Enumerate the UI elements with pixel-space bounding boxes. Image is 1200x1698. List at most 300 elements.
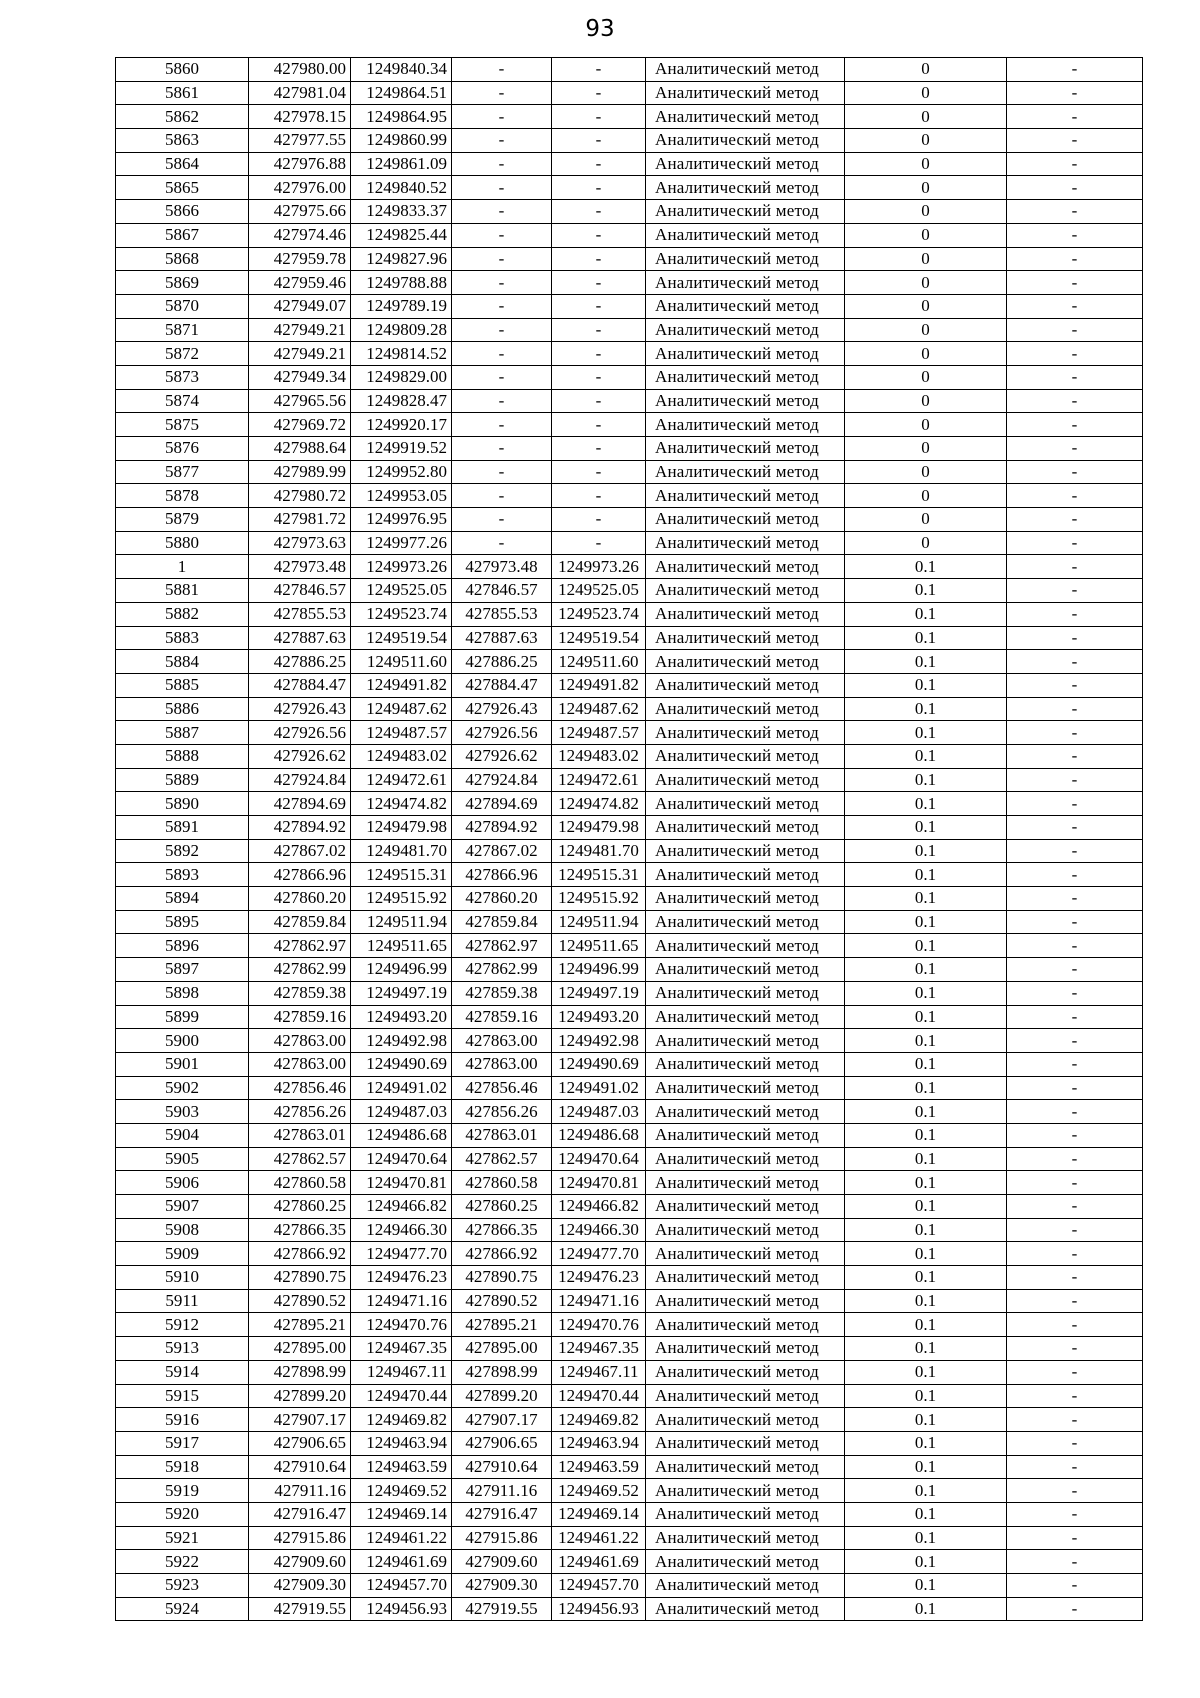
x-prev-cell: - xyxy=(452,342,552,366)
method-cell: Аналитический метод xyxy=(646,744,845,768)
method-cell: Аналитический метод xyxy=(646,721,845,745)
note-cell: - xyxy=(1007,792,1143,816)
note-cell: - xyxy=(1007,1337,1143,1361)
y-coordinate-cell: 1249461.69 xyxy=(351,1550,452,1574)
note-cell: - xyxy=(1007,1266,1143,1290)
table-row xyxy=(116,768,1143,792)
y-prev-cell: 1249497.19 xyxy=(552,981,646,1005)
accuracy-cell: 0.1 xyxy=(845,579,1007,603)
accuracy-cell: 0.1 xyxy=(845,555,1007,579)
x-prev-cell: - xyxy=(452,152,552,176)
method-cell: Аналитический метод xyxy=(646,1550,845,1574)
y-coordinate-cell: 1249953.05 xyxy=(351,484,452,508)
x-coordinate-cell: 427976.00 xyxy=(249,176,351,200)
x-prev-cell: 427909.60 xyxy=(452,1550,552,1574)
accuracy-cell: 0 xyxy=(845,81,1007,105)
point-number-cell: 5873 xyxy=(116,365,249,389)
method-cell: Аналитический метод xyxy=(646,602,845,626)
y-coordinate-cell: 1249463.94 xyxy=(351,1431,452,1455)
x-coordinate-cell: 427976.88 xyxy=(249,152,351,176)
x-coordinate-cell: 427949.21 xyxy=(249,342,351,366)
accuracy-cell: 0.1 xyxy=(845,1550,1007,1574)
x-prev-cell: 427909.30 xyxy=(452,1574,552,1598)
x-prev-cell: 427894.92 xyxy=(452,816,552,840)
accuracy-cell: 0.1 xyxy=(845,792,1007,816)
point-number-cell: 5915 xyxy=(116,1384,249,1408)
point-number-cell: 5919 xyxy=(116,1479,249,1503)
accuracy-cell: 0 xyxy=(845,389,1007,413)
x-coordinate-cell: 427867.02 xyxy=(249,839,351,863)
point-number-cell: 5890 xyxy=(116,792,249,816)
method-cell: Аналитический метод xyxy=(646,1005,845,1029)
note-cell: - xyxy=(1007,413,1143,437)
note-cell: - xyxy=(1007,650,1143,674)
y-coordinate-cell: 1249515.31 xyxy=(351,863,452,887)
y-coordinate-cell: 1249470.44 xyxy=(351,1384,452,1408)
point-number-cell: 5909 xyxy=(116,1242,249,1266)
note-cell: - xyxy=(1007,768,1143,792)
x-coordinate-cell: 427919.55 xyxy=(249,1597,351,1621)
table-row xyxy=(116,1455,1143,1479)
method-cell: Аналитический метод xyxy=(646,1455,845,1479)
note-cell: - xyxy=(1007,839,1143,863)
table-row xyxy=(116,318,1143,342)
note-cell: - xyxy=(1007,602,1143,626)
x-prev-cell: 427884.47 xyxy=(452,673,552,697)
x-prev-cell: - xyxy=(452,247,552,271)
note-cell: - xyxy=(1007,934,1143,958)
method-cell: Аналитический метод xyxy=(646,318,845,342)
point-number-cell: 5924 xyxy=(116,1597,249,1621)
y-prev-cell: - xyxy=(552,342,646,366)
x-prev-cell: 427866.92 xyxy=(452,1242,552,1266)
note-cell: - xyxy=(1007,863,1143,887)
table-row xyxy=(116,508,1143,532)
x-prev-cell: 427895.00 xyxy=(452,1337,552,1361)
note-cell: - xyxy=(1007,1597,1143,1621)
y-coordinate-cell: 1249511.65 xyxy=(351,934,452,958)
point-number-cell: 5897 xyxy=(116,958,249,982)
x-coordinate-cell: 427884.47 xyxy=(249,673,351,697)
y-coordinate-cell: 1249973.26 xyxy=(351,555,452,579)
point-number-cell: 5917 xyxy=(116,1431,249,1455)
table-row xyxy=(116,1431,1143,1455)
x-prev-cell: 427859.38 xyxy=(452,981,552,1005)
point-number-cell: 5881 xyxy=(116,579,249,603)
point-number-cell: 5914 xyxy=(116,1360,249,1384)
table-row xyxy=(116,555,1143,579)
x-prev-cell: 427855.53 xyxy=(452,602,552,626)
note-cell: - xyxy=(1007,958,1143,982)
method-cell: Аналитический метод xyxy=(646,1171,845,1195)
y-coordinate-cell: 1249840.52 xyxy=(351,176,452,200)
method-cell: Аналитический метод xyxy=(646,531,845,555)
method-cell: Аналитический метод xyxy=(646,413,845,437)
point-number-cell: 1 xyxy=(116,555,249,579)
point-number-cell: 5889 xyxy=(116,768,249,792)
method-cell: Аналитический метод xyxy=(646,579,845,603)
x-coordinate-cell: 427866.35 xyxy=(249,1218,351,1242)
accuracy-cell: 0 xyxy=(845,484,1007,508)
table-row xyxy=(116,1479,1143,1503)
point-number-cell: 5888 xyxy=(116,744,249,768)
table-row xyxy=(116,1597,1143,1621)
point-number-cell: 5884 xyxy=(116,650,249,674)
point-number-cell: 5894 xyxy=(116,887,249,911)
y-coordinate-cell: 1249470.76 xyxy=(351,1313,452,1337)
accuracy-cell: 0.1 xyxy=(845,1360,1007,1384)
accuracy-cell: 0 xyxy=(845,460,1007,484)
point-number-cell: 5907 xyxy=(116,1195,249,1219)
accuracy-cell: 0 xyxy=(845,200,1007,224)
note-cell: - xyxy=(1007,365,1143,389)
table-row xyxy=(116,294,1143,318)
accuracy-cell: 0.1 xyxy=(845,1384,1007,1408)
point-number-cell: 5883 xyxy=(116,626,249,650)
x-coordinate-cell: 427866.96 xyxy=(249,863,351,887)
x-coordinate-cell: 427887.63 xyxy=(249,626,351,650)
accuracy-cell: 0 xyxy=(845,152,1007,176)
x-prev-cell: - xyxy=(452,531,552,555)
table-row xyxy=(116,176,1143,200)
method-cell: Аналитический метод xyxy=(646,1337,845,1361)
table-row xyxy=(116,1076,1143,1100)
point-number-cell: 5916 xyxy=(116,1408,249,1432)
note-cell: - xyxy=(1007,1384,1143,1408)
table-row xyxy=(116,1029,1143,1053)
note-cell: - xyxy=(1007,555,1143,579)
accuracy-cell: 0.1 xyxy=(845,1218,1007,1242)
x-prev-cell: 427919.55 xyxy=(452,1597,552,1621)
table-row xyxy=(116,223,1143,247)
y-coordinate-cell: 1249456.93 xyxy=(351,1597,452,1621)
x-coordinate-cell: 427949.07 xyxy=(249,294,351,318)
table-row xyxy=(116,1123,1143,1147)
y-prev-cell: 1249487.62 xyxy=(552,697,646,721)
point-number-cell: 5862 xyxy=(116,105,249,129)
x-prev-cell: 427911.16 xyxy=(452,1479,552,1503)
x-prev-cell: 427894.69 xyxy=(452,792,552,816)
point-number-cell: 5863 xyxy=(116,129,249,153)
y-prev-cell: 1249472.61 xyxy=(552,768,646,792)
table-row xyxy=(116,531,1143,555)
x-coordinate-cell: 427973.48 xyxy=(249,555,351,579)
note-cell: - xyxy=(1007,105,1143,129)
accuracy-cell: 0.1 xyxy=(845,1195,1007,1219)
y-prev-cell: 1249515.92 xyxy=(552,887,646,911)
method-cell: Аналитический метод xyxy=(646,1052,845,1076)
accuracy-cell: 0 xyxy=(845,105,1007,129)
point-number-cell: 5892 xyxy=(116,839,249,863)
x-prev-cell: 427856.26 xyxy=(452,1100,552,1124)
table-row xyxy=(116,839,1143,863)
x-prev-cell: 427973.48 xyxy=(452,555,552,579)
y-coordinate-cell: 1249977.26 xyxy=(351,531,452,555)
x-prev-cell: - xyxy=(452,200,552,224)
point-number-cell: 5904 xyxy=(116,1123,249,1147)
accuracy-cell: 0 xyxy=(845,247,1007,271)
y-coordinate-cell: 1249952.80 xyxy=(351,460,452,484)
table-row xyxy=(116,1005,1143,1029)
y-prev-cell: - xyxy=(552,365,646,389)
y-prev-cell: 1249463.94 xyxy=(552,1431,646,1455)
y-coordinate-cell: 1249829.00 xyxy=(351,365,452,389)
accuracy-cell: 0.1 xyxy=(845,1526,1007,1550)
accuracy-cell: 0 xyxy=(845,318,1007,342)
note-cell: - xyxy=(1007,223,1143,247)
x-coordinate-cell: 427959.46 xyxy=(249,271,351,295)
accuracy-cell: 0.1 xyxy=(845,768,1007,792)
table-row xyxy=(116,816,1143,840)
table-row xyxy=(116,247,1143,271)
table-row xyxy=(116,887,1143,911)
table-row xyxy=(116,1171,1143,1195)
y-coordinate-cell: 1249789.19 xyxy=(351,294,452,318)
accuracy-cell: 0 xyxy=(845,413,1007,437)
note-cell: - xyxy=(1007,1218,1143,1242)
x-prev-cell: 427860.20 xyxy=(452,887,552,911)
y-coordinate-cell: 1249486.68 xyxy=(351,1123,452,1147)
method-cell: Аналитический метод xyxy=(646,792,845,816)
table-row xyxy=(116,58,1143,82)
table-row xyxy=(116,626,1143,650)
note-cell: - xyxy=(1007,460,1143,484)
accuracy-cell: 0.1 xyxy=(845,1052,1007,1076)
point-number-cell: 5918 xyxy=(116,1455,249,1479)
note-cell: - xyxy=(1007,389,1143,413)
x-prev-cell: 427860.58 xyxy=(452,1171,552,1195)
table-row xyxy=(116,792,1143,816)
y-coordinate-cell: 1249515.92 xyxy=(351,887,452,911)
x-coordinate-cell: 427980.00 xyxy=(249,58,351,82)
x-coordinate-cell: 427911.16 xyxy=(249,1479,351,1503)
x-prev-cell: - xyxy=(452,437,552,461)
y-prev-cell: - xyxy=(552,81,646,105)
note-cell: - xyxy=(1007,294,1143,318)
method-cell: Аналитический метод xyxy=(646,1384,845,1408)
point-number-cell: 5878 xyxy=(116,484,249,508)
accuracy-cell: 0.1 xyxy=(845,602,1007,626)
point-number-cell: 5882 xyxy=(116,602,249,626)
point-number-cell: 5896 xyxy=(116,934,249,958)
accuracy-cell: 0.1 xyxy=(845,744,1007,768)
x-prev-cell: - xyxy=(452,413,552,437)
table-row xyxy=(116,934,1143,958)
table-row xyxy=(116,129,1143,153)
note-cell: - xyxy=(1007,318,1143,342)
y-coordinate-cell: 1249472.61 xyxy=(351,768,452,792)
point-number-cell: 5898 xyxy=(116,981,249,1005)
point-number-cell: 5865 xyxy=(116,176,249,200)
y-coordinate-cell: 1249825.44 xyxy=(351,223,452,247)
table-row xyxy=(116,1408,1143,1432)
point-number-cell: 5872 xyxy=(116,342,249,366)
y-prev-cell: 1249511.60 xyxy=(552,650,646,674)
x-coordinate-cell: 427856.46 xyxy=(249,1076,351,1100)
table-row xyxy=(116,200,1143,224)
point-number-cell: 5905 xyxy=(116,1147,249,1171)
y-coordinate-cell: 1249493.20 xyxy=(351,1005,452,1029)
y-coordinate-cell: 1249466.82 xyxy=(351,1195,452,1219)
y-prev-cell: - xyxy=(552,271,646,295)
method-cell: Аналитический метод xyxy=(646,437,845,461)
y-prev-cell: - xyxy=(552,176,646,200)
accuracy-cell: 0.1 xyxy=(845,1597,1007,1621)
point-number-cell: 5876 xyxy=(116,437,249,461)
y-prev-cell: 1249469.82 xyxy=(552,1408,646,1432)
note-cell: - xyxy=(1007,200,1143,224)
x-coordinate-cell: 427975.66 xyxy=(249,200,351,224)
y-prev-cell: - xyxy=(552,152,646,176)
x-coordinate-cell: 427980.72 xyxy=(249,484,351,508)
x-prev-cell: - xyxy=(452,508,552,532)
x-coordinate-cell: 427926.56 xyxy=(249,721,351,745)
method-cell: Аналитический метод xyxy=(646,1218,845,1242)
accuracy-cell: 0.1 xyxy=(845,1029,1007,1053)
y-coordinate-cell: 1249511.94 xyxy=(351,910,452,934)
method-cell: Аналитический метод xyxy=(646,342,845,366)
accuracy-cell: 0.1 xyxy=(845,816,1007,840)
x-coordinate-cell: 427909.30 xyxy=(249,1574,351,1598)
x-prev-cell: 427910.64 xyxy=(452,1455,552,1479)
method-cell: Аналитический метод xyxy=(646,1242,845,1266)
y-prev-cell: 1249461.69 xyxy=(552,1550,646,1574)
y-prev-cell: - xyxy=(552,437,646,461)
method-cell: Аналитический метод xyxy=(646,768,845,792)
y-prev-cell: 1249496.99 xyxy=(552,958,646,982)
note-cell: - xyxy=(1007,816,1143,840)
point-number-cell: 5885 xyxy=(116,673,249,697)
table-row xyxy=(116,1289,1143,1313)
page-number: 93 xyxy=(585,16,615,42)
x-prev-cell: 427846.57 xyxy=(452,579,552,603)
x-coordinate-cell: 427915.86 xyxy=(249,1526,351,1550)
point-number-cell: 5913 xyxy=(116,1337,249,1361)
y-prev-cell: 1249474.82 xyxy=(552,792,646,816)
point-number-cell: 5910 xyxy=(116,1266,249,1290)
method-cell: Аналитический метод xyxy=(646,389,845,413)
x-prev-cell: 427898.99 xyxy=(452,1360,552,1384)
note-cell: - xyxy=(1007,1100,1143,1124)
y-prev-cell: 1249477.70 xyxy=(552,1242,646,1266)
accuracy-cell: 0.1 xyxy=(845,1266,1007,1290)
x-prev-cell: - xyxy=(452,271,552,295)
x-coordinate-cell: 427860.20 xyxy=(249,887,351,911)
x-coordinate-cell: 427860.25 xyxy=(249,1195,351,1219)
y-prev-cell: - xyxy=(552,294,646,318)
y-prev-cell: 1249456.93 xyxy=(552,1597,646,1621)
x-coordinate-cell: 427895.00 xyxy=(249,1337,351,1361)
method-cell: Аналитический метод xyxy=(646,200,845,224)
x-prev-cell: 427866.35 xyxy=(452,1218,552,1242)
table-row xyxy=(116,1313,1143,1337)
method-cell: Аналитический метод xyxy=(646,555,845,579)
x-coordinate-cell: 427856.26 xyxy=(249,1100,351,1124)
table-row xyxy=(116,342,1143,366)
note-cell: - xyxy=(1007,81,1143,105)
method-cell: Аналитический метод xyxy=(646,223,845,247)
x-coordinate-cell: 427978.15 xyxy=(249,105,351,129)
method-cell: Аналитический метод xyxy=(646,484,845,508)
table-row xyxy=(116,1526,1143,1550)
table-row xyxy=(116,437,1143,461)
x-coordinate-cell: 427855.53 xyxy=(249,602,351,626)
x-coordinate-cell: 427862.99 xyxy=(249,958,351,982)
y-prev-cell: 1249463.59 xyxy=(552,1455,646,1479)
y-coordinate-cell: 1249828.47 xyxy=(351,389,452,413)
method-cell: Аналитический метод xyxy=(646,1123,845,1147)
method-cell: Аналитический метод xyxy=(646,1502,845,1526)
x-prev-cell: 427862.99 xyxy=(452,958,552,982)
x-coordinate-cell: 427860.58 xyxy=(249,1171,351,1195)
y-prev-cell: 1249467.35 xyxy=(552,1337,646,1361)
note-cell: - xyxy=(1007,1242,1143,1266)
y-prev-cell: 1249469.52 xyxy=(552,1479,646,1503)
x-prev-cell: - xyxy=(452,318,552,342)
method-cell: Аналитический метод xyxy=(646,1289,845,1313)
y-prev-cell: 1249973.26 xyxy=(552,555,646,579)
note-cell: - xyxy=(1007,673,1143,697)
x-coordinate-cell: 427926.43 xyxy=(249,697,351,721)
x-coordinate-cell: 427973.63 xyxy=(249,531,351,555)
note-cell: - xyxy=(1007,152,1143,176)
y-coordinate-cell: 1249483.02 xyxy=(351,744,452,768)
x-coordinate-cell: 427977.55 xyxy=(249,129,351,153)
note-cell: - xyxy=(1007,697,1143,721)
y-coordinate-cell: 1249491.02 xyxy=(351,1076,452,1100)
x-prev-cell: 427926.62 xyxy=(452,744,552,768)
x-prev-cell: 427924.84 xyxy=(452,768,552,792)
x-coordinate-cell: 427989.99 xyxy=(249,460,351,484)
accuracy-cell: 0.1 xyxy=(845,1123,1007,1147)
x-prev-cell: - xyxy=(452,460,552,484)
y-prev-cell: - xyxy=(552,247,646,271)
note-cell: - xyxy=(1007,626,1143,650)
accuracy-cell: 0.1 xyxy=(845,910,1007,934)
y-coordinate-cell: 1249814.52 xyxy=(351,342,452,366)
x-prev-cell: 427862.97 xyxy=(452,934,552,958)
point-number-cell: 5868 xyxy=(116,247,249,271)
point-number-cell: 5891 xyxy=(116,816,249,840)
x-prev-cell: 427862.57 xyxy=(452,1147,552,1171)
x-prev-cell: 427856.46 xyxy=(452,1076,552,1100)
method-cell: Аналитический метод xyxy=(646,981,845,1005)
y-coordinate-cell: 1249511.60 xyxy=(351,650,452,674)
accuracy-cell: 0.1 xyxy=(845,1147,1007,1171)
accuracy-cell: 0 xyxy=(845,365,1007,389)
y-prev-cell: 1249470.64 xyxy=(552,1147,646,1171)
point-number-cell: 5901 xyxy=(116,1052,249,1076)
method-cell: Аналитический метод xyxy=(646,294,845,318)
note-cell: - xyxy=(1007,176,1143,200)
table-row xyxy=(116,981,1143,1005)
point-number-cell: 5902 xyxy=(116,1076,249,1100)
y-prev-cell: 1249519.54 xyxy=(552,626,646,650)
x-coordinate-cell: 427890.52 xyxy=(249,1289,351,1313)
method-cell: Аналитический метод xyxy=(646,58,845,82)
method-cell: Аналитический метод xyxy=(646,271,845,295)
table-row xyxy=(116,1337,1143,1361)
x-prev-cell: - xyxy=(452,294,552,318)
x-coordinate-cell: 427859.16 xyxy=(249,1005,351,1029)
x-coordinate-cell: 427886.25 xyxy=(249,650,351,674)
y-prev-cell: 1249470.81 xyxy=(552,1171,646,1195)
x-prev-cell: 427895.21 xyxy=(452,1313,552,1337)
x-coordinate-cell: 427863.00 xyxy=(249,1029,351,1053)
table-row xyxy=(116,1242,1143,1266)
x-coordinate-cell: 427988.64 xyxy=(249,437,351,461)
y-prev-cell: 1249492.98 xyxy=(552,1029,646,1053)
